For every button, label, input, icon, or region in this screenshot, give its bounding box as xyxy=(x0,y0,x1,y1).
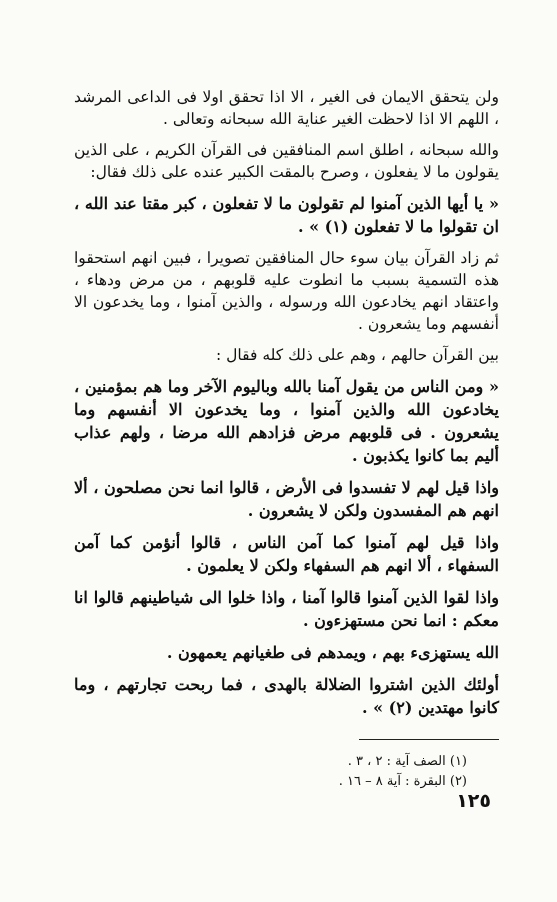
quran-quote: واذا قيل لهم لا تفسدوا فى الأرض ، قالوا انما نحن مصلحون ، ألا انهم هم المفسدون ولكن لا يشعرون . xyxy=(74,478,499,520)
page-number: ١٢٥ xyxy=(456,790,491,812)
quran-quote: « ومن الناس من يقول آمنا بالله وباليوم الآخر وما هم بمؤمنين ، يخادعون الله والذين آمنوا ، وما يخدعون الا أنفسهم وما يشعرون . فى قلوبهم مرض فزادهم الله مرضا ، ولهم عذاب أليم بما كانوا يكذبون . xyxy=(74,377,499,465)
body-text xyxy=(74,86,499,719)
footnote: (٢) البقرة : آية ٨ – ١٦ . xyxy=(338,774,467,789)
paragraph: بين القرآن حالهم ، وهم على ذلك كله فقال : xyxy=(216,346,499,364)
paragraph: ثم زاد القرآن بيان سوء حال المنافقين تصويرا ، فبين انهم استحقوا هذه التسمية بسبب ما انطوت عليه قلوبهم ، من مرض ودهاء ، واعتقاد انهم يخادعون الله ورسوله ، والذين آمنوا ، وما يخدعون الا أنفسهم وما يشعرون . xyxy=(74,249,499,333)
quran-quote: واذا قيل لهم آمنوا كما آمن الناس ، قالوا أنؤمن كما آمن السفهاء ، ألا انهم هم السفهاء ولكن لا يعلمون . xyxy=(74,533,499,575)
quran-quote: أولئك الذين اشتروا الضلالة بالهدى ، فما ربحت تجارتهم ، وما كانوا مهتدين (٢) » . xyxy=(74,675,499,717)
footnote: (١) الصف آية : ٢ ، ٣ . xyxy=(347,754,467,769)
footnotes xyxy=(74,752,499,792)
quran-quote: واذا لقوا الذين آمنوا قالوا آمنا ، واذا خلوا الى شياطينهم قالوا انا معكم : انما نحن مستهزءون . xyxy=(74,588,499,630)
quran-quote: الله يستهزىء بهم ، ويمدهم فى طغيانهم يعمهون . xyxy=(166,643,499,662)
paragraph: والله سبحانه ، اطلق اسم المنافقين فى القرآن الكريم ، على الذين يقولون ما لا يفعلون ، وصرح بالمقت الكبير عنده على ذلك فقال: xyxy=(74,141,499,181)
footnote-divider xyxy=(359,739,499,740)
quran-quote: « يا أيها الذين آمنوا لم تقولون ما لا تفعلون ، كبر مقتا عند الله ، ان تقولوا ما لا تفعلون (١) » . xyxy=(74,194,499,236)
paragraph: ولن يتحقق الايمان فى الغير ، الا اذا تحقق اولا فى الداعى المرشد ، اللهم الا اذا لاحظت الغير عناية الله سبحانه وتعالى . xyxy=(74,88,499,128)
